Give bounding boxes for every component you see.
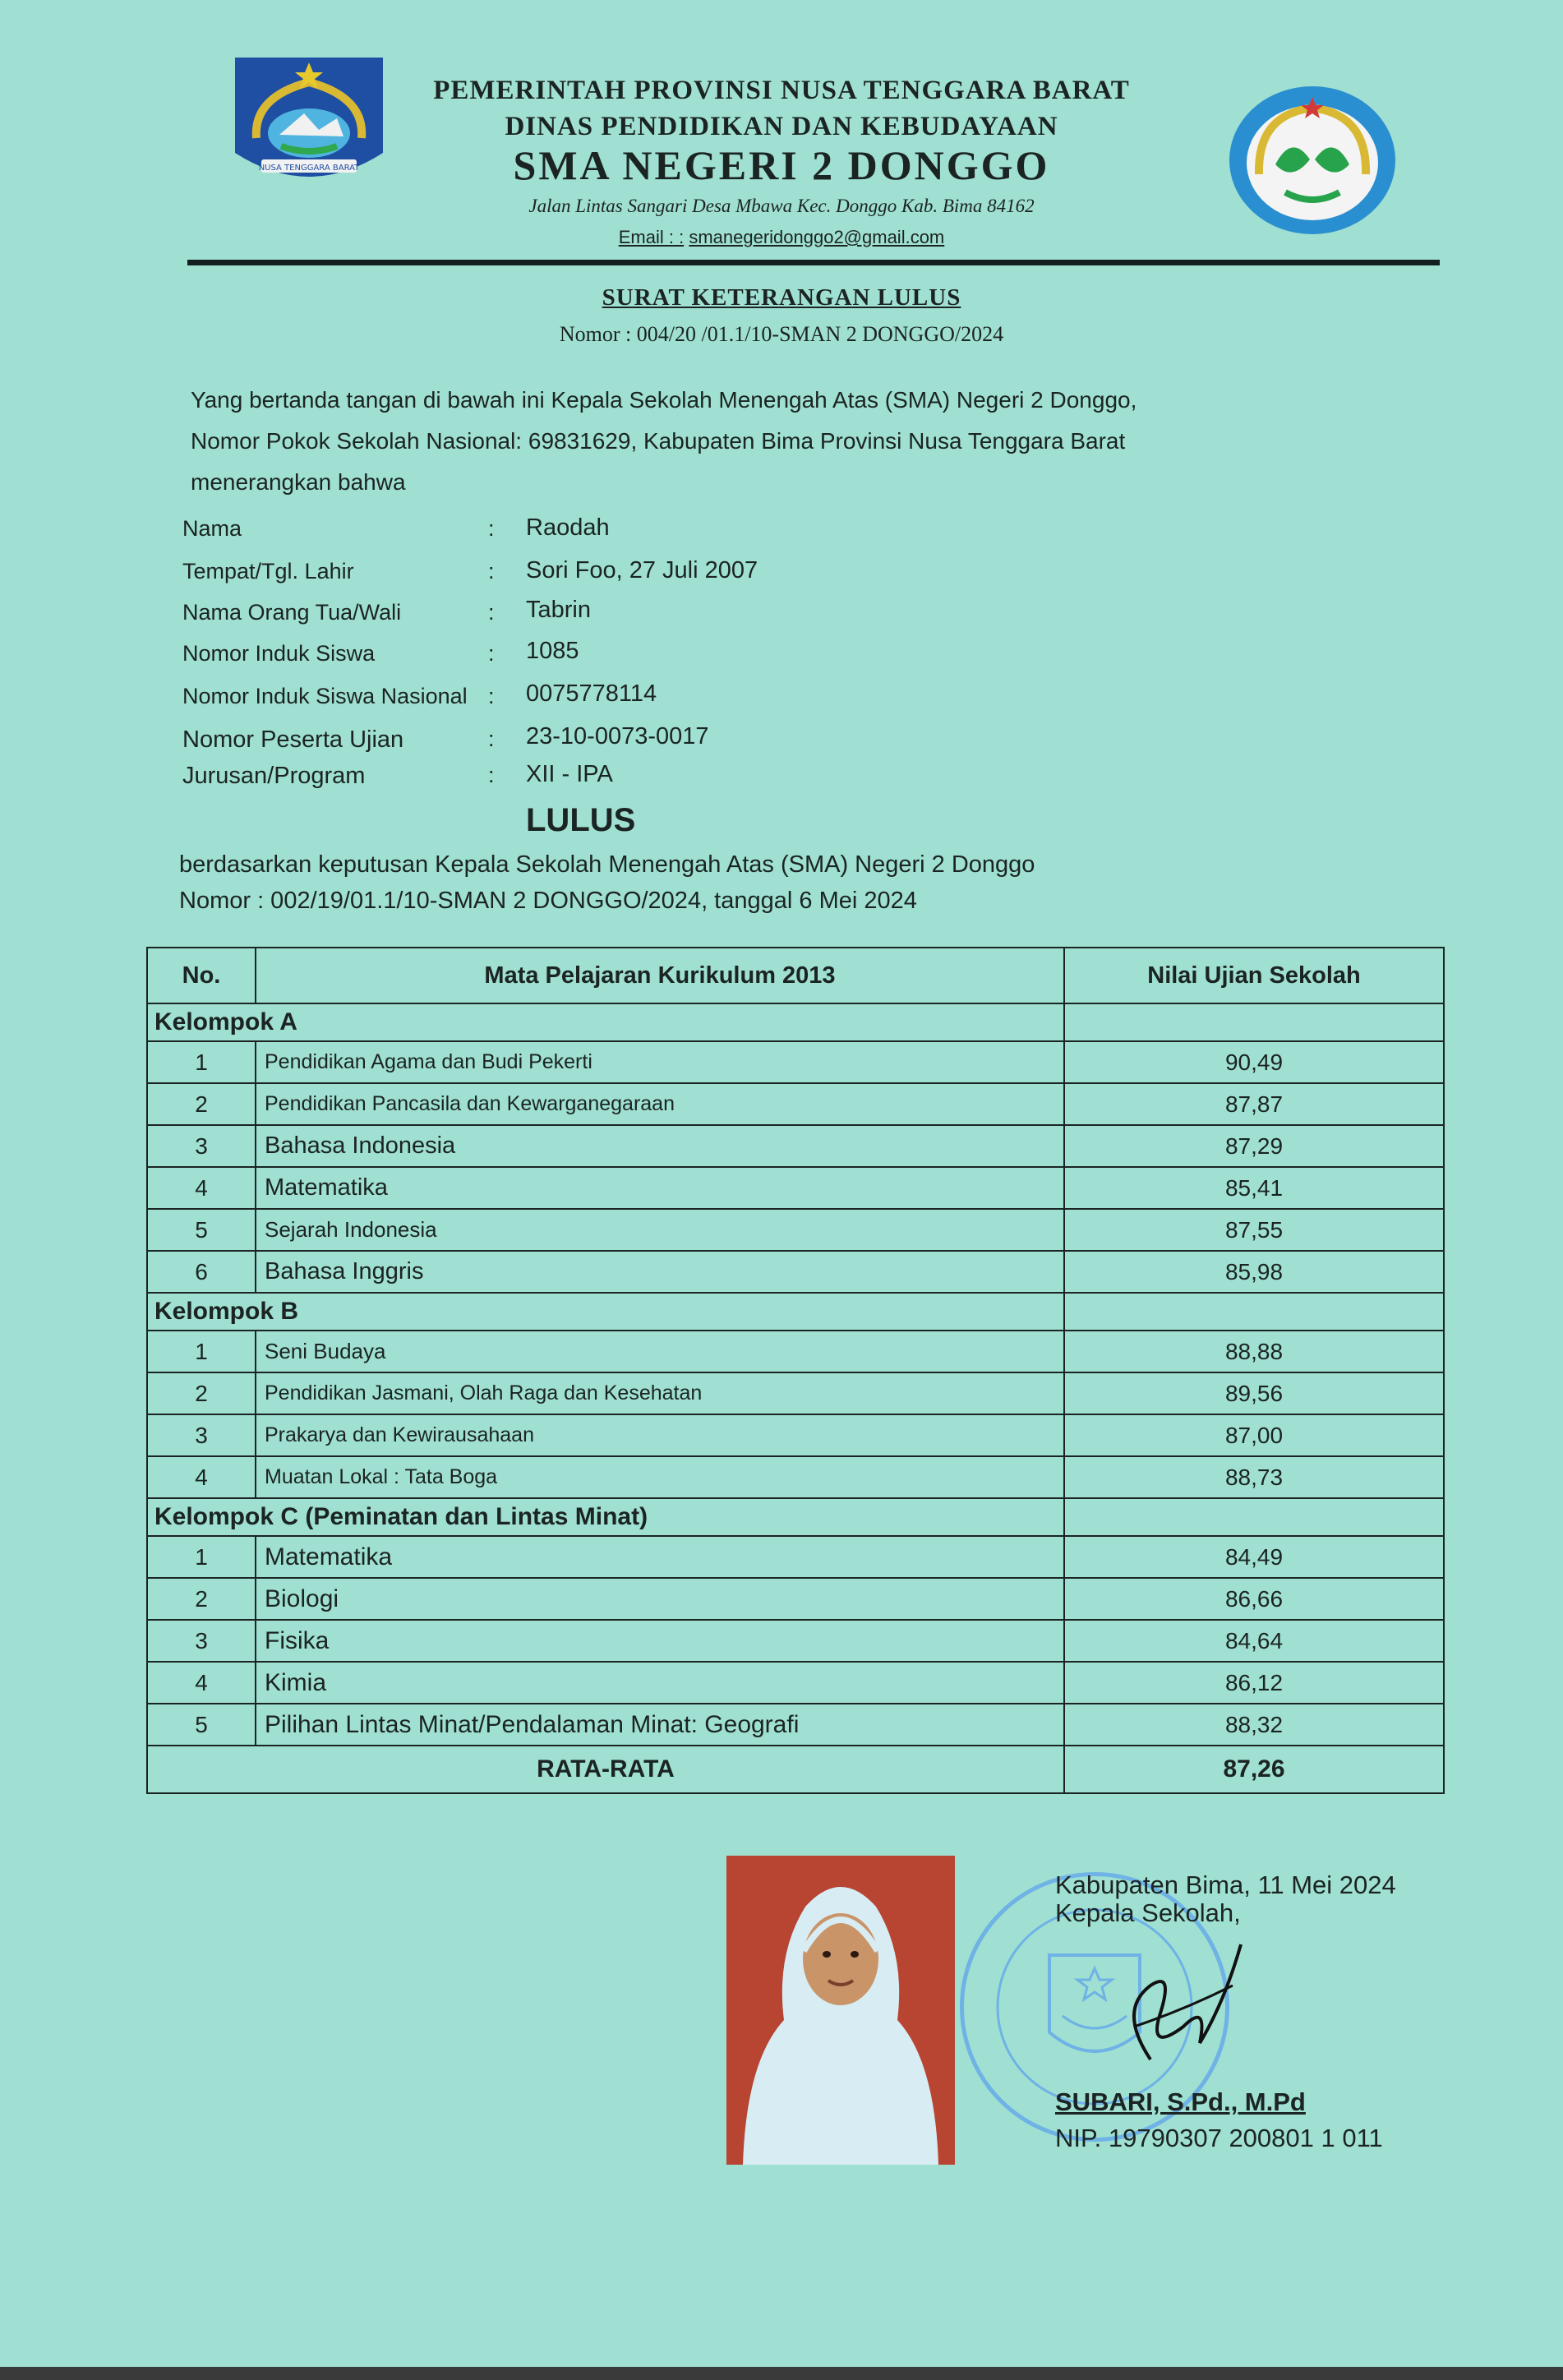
group-name: Kelompok A	[147, 1003, 1064, 1041]
field-colon: :	[488, 726, 495, 751]
header-score: Nilai Ujian Sekolah	[1064, 948, 1444, 1003]
intro-paragraph	[191, 380, 1341, 503]
field-colon: :	[488, 600, 495, 625]
field-label: Nama	[182, 516, 242, 541]
table-row	[147, 1456, 1444, 1498]
field-value: XII - IPA	[526, 761, 613, 787]
row-score: 88,88	[1064, 1331, 1444, 1372]
group-name: Kelompok B	[147, 1293, 1064, 1331]
field-label: Nama Orang Tua/Wali	[182, 600, 402, 625]
header-address: Jalan Lintas Sangari Desa Mbawa Kec. Donggo Kab. Bima 84162	[528, 196, 1035, 216]
row-no: 3	[147, 1125, 256, 1167]
field-colon: :	[488, 763, 495, 787]
table-row	[147, 1536, 1444, 1578]
average-value: 87,26	[1064, 1746, 1444, 1793]
result-status: LULUS	[526, 802, 636, 838]
row-score: 84,49	[1064, 1536, 1444, 1578]
handwritten-signature-icon	[1101, 1928, 1249, 2076]
row-subject: Matematika	[256, 1536, 1064, 1578]
row-no: 1	[147, 1331, 256, 1372]
row-subject: Pendidikan Agama dan Budi Pekerti	[256, 1041, 1064, 1083]
field-value: 1085	[526, 638, 579, 664]
intro-line-2: Nomor Pokok Sekolah Nasional: 69831629, Kabupaten Bima Provinsi Nusa Tenggara Barat	[191, 428, 1126, 454]
field-label: Tempat/Tgl. Lahir	[182, 559, 354, 583]
field-colon: :	[488, 516, 495, 541]
row-score: 86,66	[1064, 1578, 1444, 1620]
field-label: Jurusan/Program	[182, 763, 366, 789]
field-label: Nomor Peserta Ujian	[182, 726, 404, 753]
field-value: 23-10-0073-0017	[526, 723, 709, 750]
row-subject: Seni Budaya	[256, 1331, 1064, 1372]
group-score-blank	[1064, 1003, 1444, 1041]
table-row	[147, 1041, 1444, 1083]
intro-line-3: menerangkan bahwa	[191, 469, 406, 495]
table-row	[147, 1662, 1444, 1704]
row-score: 87,55	[1064, 1209, 1444, 1251]
field-colon: :	[488, 559, 495, 583]
row-subject: Bahasa Inggris	[256, 1251, 1064, 1293]
row-subject: Bahasa Indonesia	[256, 1125, 1064, 1167]
row-subject: Matematika	[256, 1167, 1064, 1209]
header-no: No.	[147, 948, 256, 1003]
table-row	[147, 1209, 1444, 1251]
average-label: RATA-RATA	[147, 1746, 1064, 1793]
row-no: 4	[147, 1167, 256, 1209]
row-no: 4	[147, 1456, 256, 1498]
signature-place-date: Kabupaten Bima, 11 Mei 2024	[1055, 1870, 1396, 1899]
row-subject: Fisika	[256, 1620, 1064, 1662]
row-no: 6	[147, 1251, 256, 1293]
row-subject: Sejarah Indonesia	[256, 1209, 1064, 1251]
header-email-line	[0, 227, 1563, 248]
student-portrait-icon	[726, 1856, 955, 2165]
header-school-name: SMA NEGERI 2 DONGGO	[513, 142, 1050, 188]
row-subject: Prakarya dan Kewirausahaan	[256, 1414, 1064, 1456]
row-subject: Biologi	[256, 1578, 1064, 1620]
row-no: 2	[147, 1578, 256, 1620]
table-row	[147, 1251, 1444, 1293]
header-government: PEMERINTAH PROVINSI NUSA TENGGARA BARAT	[433, 76, 1130, 105]
field-label: Nomor Induk Siswa	[182, 641, 376, 666]
row-no: 1	[147, 1041, 256, 1083]
row-score: 90,49	[1064, 1041, 1444, 1083]
group-row	[147, 1498, 1444, 1536]
row-score: 87,29	[1064, 1125, 1444, 1167]
group-score-blank	[1064, 1498, 1444, 1536]
row-score: 87,00	[1064, 1414, 1444, 1456]
row-score: 86,12	[1064, 1662, 1444, 1704]
row-no: 1	[147, 1536, 256, 1578]
table-header-row	[147, 948, 1444, 1003]
row-subject: Pendidikan Jasmani, Olah Raga dan Kesehatan	[256, 1372, 1064, 1414]
email-label: Email : :	[618, 227, 685, 247]
header-divider	[187, 260, 1440, 265]
row-score: 85,41	[1064, 1167, 1444, 1209]
basis-line-2: Nomor : 002/19/01.1/10-SMAN 2 DONGGO/2024, tanggal 6 Mei 2024	[179, 888, 917, 914]
student-photo	[726, 1856, 955, 2165]
field-value: 0075778114	[526, 680, 657, 707]
group-row	[147, 1003, 1444, 1041]
document-number: Nomor : 004/20 /01.1/10-SMAN 2 DONGGO/2024	[559, 322, 1004, 346]
intro-line-1: Yang bertanda tangan di bawah ini Kepala Sekolah Menengah Atas (SMA) Negeri 2 Donggo,	[191, 387, 1137, 413]
signatory-nip: NIP. 19790307 200801 1 011	[1055, 2124, 1383, 2152]
table-row	[147, 1167, 1444, 1209]
field-label: Nomor Induk Siswa Nasional	[182, 684, 468, 708]
row-subject: Muatan Lokal : Tata Boga	[256, 1456, 1064, 1498]
table-row	[147, 1620, 1444, 1662]
row-score: 89,56	[1064, 1372, 1444, 1414]
signatory-name: SUBARI, S.Pd., M.Pd	[1055, 2087, 1306, 2116]
average-row	[147, 1746, 1444, 1793]
table-row	[147, 1372, 1444, 1414]
row-no: 2	[147, 1372, 256, 1414]
header-subject: Mata Pelajaran Kurikulum 2013	[256, 948, 1064, 1003]
row-no: 5	[147, 1704, 256, 1746]
row-no: 2	[147, 1083, 256, 1125]
row-score: 87,87	[1064, 1083, 1444, 1125]
row-subject: Kimia	[256, 1662, 1064, 1704]
row-score: 85,98	[1064, 1251, 1444, 1293]
signature-position: Kepala Sekolah,	[1055, 1898, 1241, 1927]
row-score: 84,64	[1064, 1620, 1444, 1662]
table-row	[147, 1704, 1444, 1746]
table-row	[147, 1083, 1444, 1125]
basis-line-1: berdasarkan keputusan Kepala Sekolah Menengah Atas (SMA) Negeri 2 Donggo	[179, 851, 1035, 878]
field-value: Raodah	[526, 514, 610, 541]
table-row	[147, 1414, 1444, 1456]
group-name: Kelompok C (Peminatan dan Lintas Minat)	[147, 1498, 1064, 1536]
field-colon: :	[488, 641, 495, 666]
row-no: 5	[147, 1209, 256, 1251]
group-row	[147, 1293, 1444, 1331]
field-colon: :	[488, 684, 495, 708]
group-score-blank	[1064, 1293, 1444, 1331]
row-no: 3	[147, 1414, 256, 1456]
field-value: Sori Foo, 27 Juli 2007	[526, 557, 758, 583]
row-subject: Pendidikan Pancasila dan Kewarganegaraan	[256, 1083, 1064, 1125]
field-value: Tabrin	[526, 597, 591, 623]
row-subject: Pilihan Lintas Minat/Pendalaman Minat: Geografi	[256, 1704, 1064, 1746]
table-row	[147, 1331, 1444, 1372]
document-title: SURAT KETERANGAN LULUS	[602, 284, 961, 311]
svg-text:NUSA TENGGARA BARAT: NUSA TENGGARA BARAT	[258, 164, 360, 173]
row-score: 88,32	[1064, 1704, 1444, 1746]
table-row	[147, 1125, 1444, 1167]
table-row	[147, 1578, 1444, 1620]
row-no: 4	[147, 1662, 256, 1704]
row-score: 88,73	[1064, 1456, 1444, 1498]
email-address: smanegeridonggo2@gmail.com	[689, 227, 945, 247]
grades-table	[146, 947, 1445, 1794]
header-agency: DINAS PENDIDIKAN DAN KEBUDAYAAN	[505, 112, 1058, 141]
row-no: 3	[147, 1620, 256, 1662]
